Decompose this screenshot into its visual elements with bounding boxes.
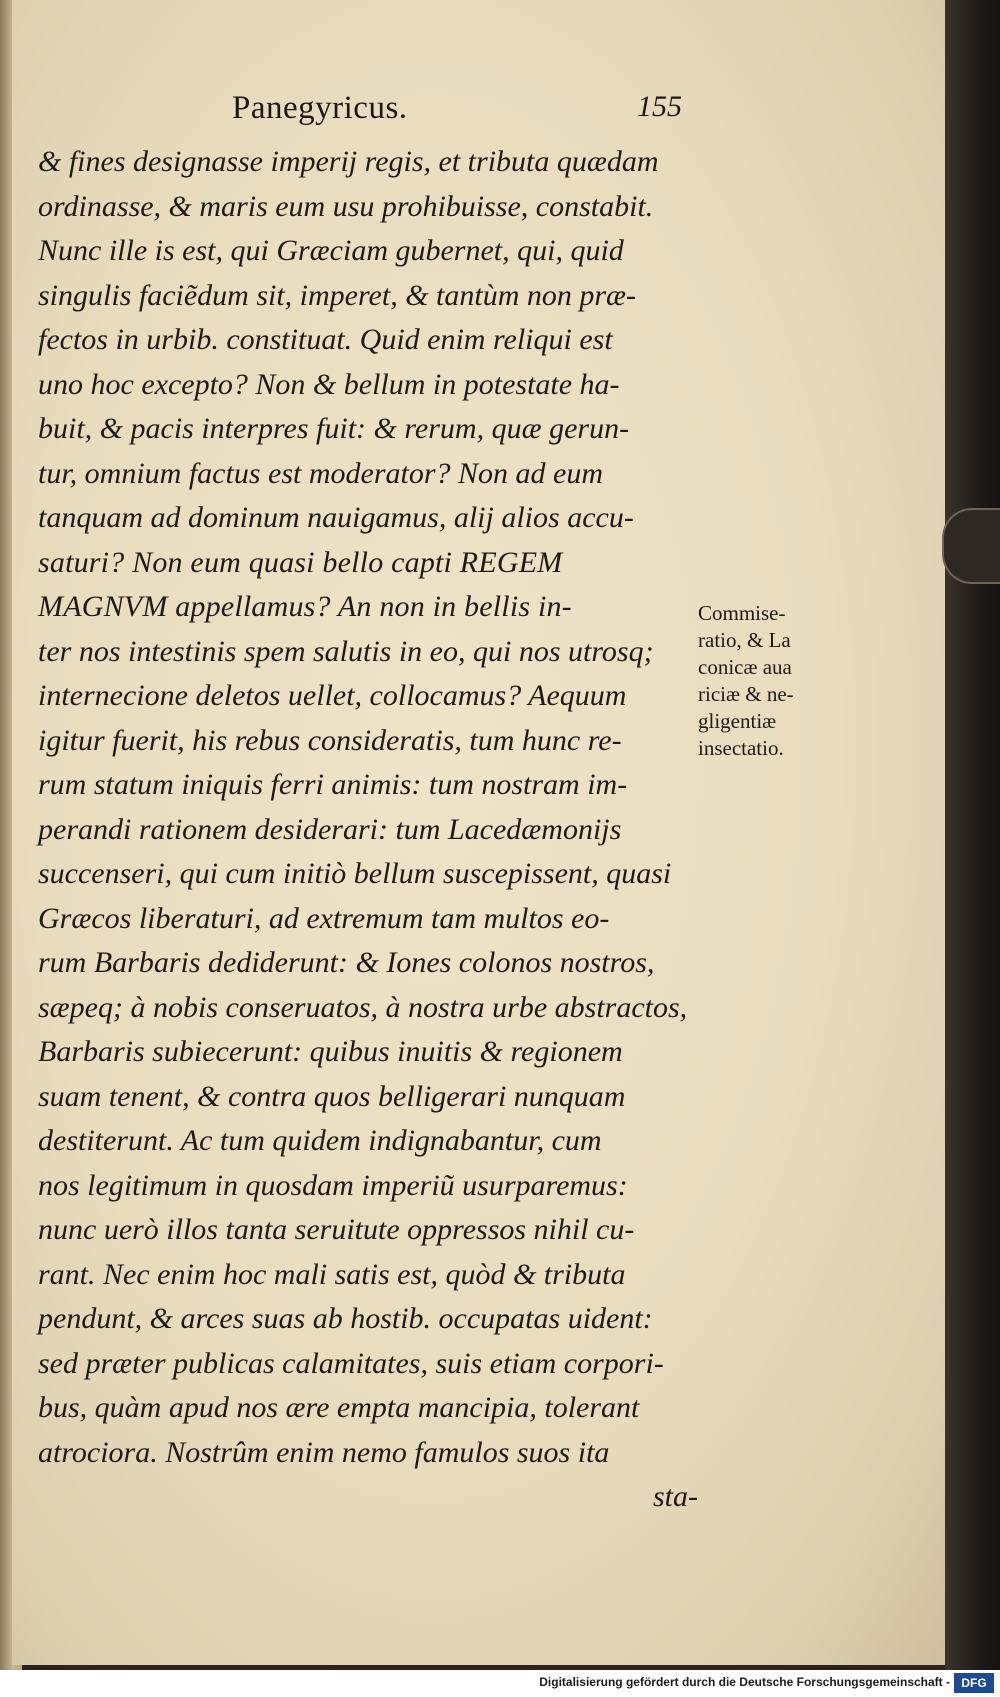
text-line: Græcos liberaturi, ad extremum tam multos eo- — [38, 901, 610, 935]
catchword: sta- — [653, 1480, 698, 1513]
text-line: nunc uerò illos tanta seruitute oppressos nihil cu- — [38, 1213, 635, 1246]
text-line: saturi? Non eum quasi bello capti REGEM — [38, 545, 563, 579]
marginal-line: insectatio. — [698, 736, 784, 760]
text-line: MAGNVM appellamus? An non in bellis in- — [38, 590, 572, 623]
marginal-line: Commise- — [698, 601, 786, 625]
binding-shadow — [945, 0, 1000, 1670]
funding-credit: Digitalisierung gefördert durch die Deutsche Forschungsgemeinschaft - — [539, 1675, 950, 1689]
text-line: sæpeq; à nobis conseruatos, à nostra urbe abstractos, — [38, 990, 688, 1024]
text-line: tur, omnium factus est moderator? Non ad eum — [38, 456, 603, 490]
text-line: fectos in urbib. constituat. Quid enim reliqui est — [38, 323, 613, 356]
marginal-line: gligentiæ — [698, 709, 777, 733]
text-line: atrociora. Nostrûm enim nemo famulos suos ita — [38, 1435, 610, 1469]
text-line: rant. Nec enim hoc mali satis est, quòd & tributa — [38, 1257, 626, 1291]
text-line: nos legitimum in quosdam imperiũ usurparemus: — [38, 1168, 628, 1202]
marginal-line: conicæ aua — [698, 655, 792, 679]
marginal-note — [698, 600, 838, 762]
text-line: ordinasse, & maris eum usu prohibuisse, constabit. — [38, 189, 654, 223]
text-line: pendunt, & arces suas ab hostib. occupatas uident: — [38, 1302, 653, 1335]
page-header — [232, 90, 682, 140]
main-text-block — [38, 140, 698, 1520]
text-line: sed præter publicas calamitates, suis etiam corpori- — [38, 1346, 664, 1380]
text-line: ter nos intestinis spem salutis in eo, qui nos utrosq; — [38, 634, 654, 668]
text-line: Barbaris subiecerunt: quibus inuitis & regionem — [38, 1035, 623, 1068]
text-line: rum Barbaris dediderunt: & Iones colonos nostros, — [38, 946, 655, 979]
text-line: tanquam ad dominum nauigamus, alij alios accu- — [38, 501, 634, 534]
text-line: perandi rationem desiderari: tum Lacedæmonijs — [38, 812, 622, 846]
text-line: rum statum iniquis ferri animis: tum nostram im- — [38, 768, 628, 801]
text-line: internecione deletos uellet, collocamus? Aequum — [38, 679, 627, 712]
text-line: uno hoc excepto? Non & bellum in potestate ha- — [38, 367, 620, 401]
page-number: 155 — [637, 90, 682, 123]
text-line: succenseri, qui cum initiò bellum suscepissent, quasi — [38, 857, 672, 890]
footer-bar — [0, 1670, 1000, 1697]
marginal-line: ratio, & La — [698, 628, 791, 652]
page-tab — [942, 508, 1000, 584]
dfg-logo-icon: DFG — [954, 1673, 994, 1693]
text-line: & fines designasse imperij regis, et tributa quædam — [38, 145, 659, 178]
text-line: buit, & pacis interpres fuit: & rerum, quæ gerun- — [38, 412, 630, 445]
text-line: igitur fuerit, his rebus consideratis, tum hunc re- — [38, 723, 622, 757]
text-line: singulis faciẽdum sit, imperet, & tantùm non præ- — [38, 278, 637, 312]
text-line: destiterunt. Ac tum quidem indignabantur, cum — [38, 1124, 602, 1157]
text-line: suam tenent, & contra quos belligerari nunquam — [38, 1079, 626, 1113]
text-line: Nunc ille is est, qui Græciam gubernet, qui, quid — [38, 234, 624, 267]
text-line: bus, quàm apud nos ære empta mancipia, tolerant — [38, 1391, 640, 1424]
running-title: Panegyricus. — [232, 90, 408, 126]
marginal-line: riciæ & ne- — [698, 682, 794, 706]
